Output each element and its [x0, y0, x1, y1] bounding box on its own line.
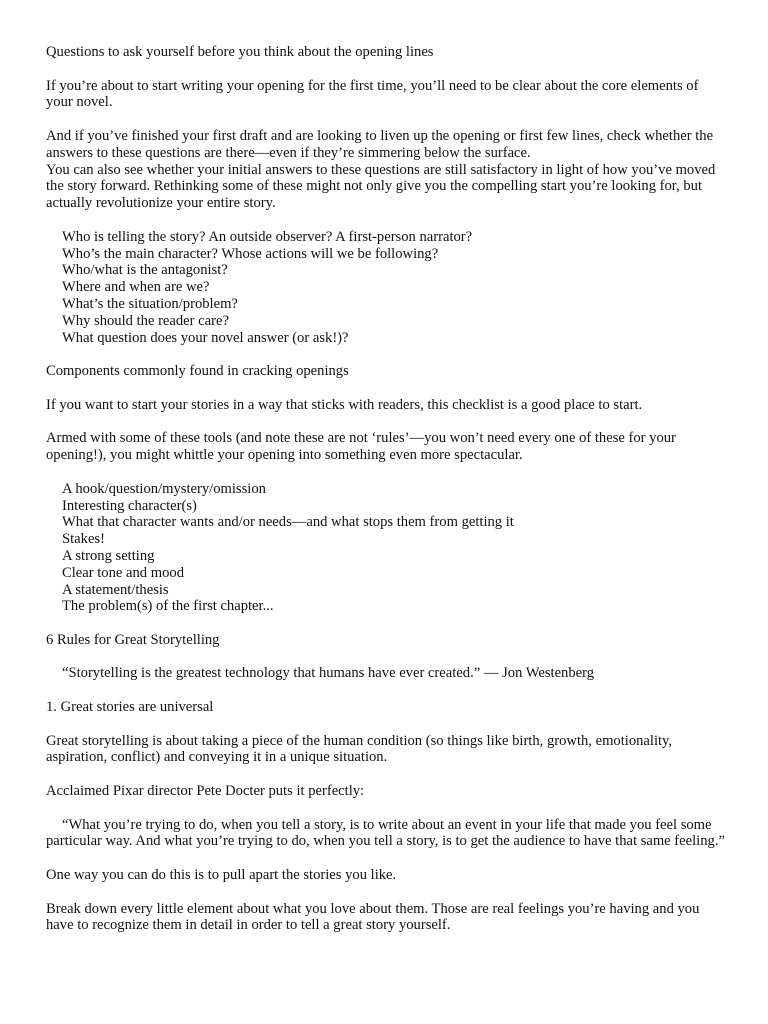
- list-item: Where and when are we?: [62, 279, 210, 296]
- list-item: Who/what is the antagonist?: [62, 262, 228, 279]
- list-item: What’s the situation/problem?: [62, 295, 238, 312]
- paragraph: If you want to start your stories in a way that sticks with readers, this checklist is a good place to start.: [46, 396, 643, 413]
- paragraph: Great storytelling is about taking a piece of the human condition (so things like birth, growth, emotionality, aspiration, conflict) and conveying it in a unique situation.: [46, 732, 673, 766]
- section-heading-components: Components commonly found in cracking openings: [46, 363, 349, 380]
- list-item: Clear tone and mood: [62, 564, 184, 581]
- paragraph: Break down every little element about what you love about them. Those are real feelings you’re having and you have to recognize them in detail in order to tell a great story yourself.: [46, 900, 700, 934]
- paragraph: And if you’ve finished your first draft and are looking to liven up the opening or first few lines, check whether the answers to these questions are there—even if they’re simmering below the surface.: [46, 127, 714, 161]
- components-list: [46, 481, 728, 615]
- paragraph: If you’re about to start writing your opening for the first time, you’ll need to be clear about the core elements of your novel.: [46, 77, 699, 111]
- list-item: Interesting character(s): [62, 497, 197, 514]
- list-item: A hook/question/mystery/omission: [62, 480, 266, 497]
- list-item: A statement/thesis: [62, 581, 169, 598]
- paragraph: Armed with some of these tools (and note these are not ‘rules’—you won’t need every one of these for your opening!), you might whittle your opening into something even more spectacular.: [46, 430, 676, 464]
- list-item: What question does your novel answer (or ask!)?: [62, 329, 349, 346]
- section-heading-rules: 6 Rules for Great Storytelling: [46, 631, 220, 648]
- paragraph: You can also see whether your initial answers to these questions are still satisfactory in light of how you’ve moved the story forward. Rethinking some of these might not only give you the compelling start you’re looking for, but actually revolutionize your entire story.: [46, 161, 716, 212]
- list-item: Who’s the main character? Whose actions will we be following?: [62, 245, 439, 262]
- rule-heading: 1. Great stories are universal: [46, 699, 214, 716]
- paragraph: One way you can do this is to pull apart the stories you like.: [46, 867, 397, 884]
- quote: “Storytelling is the greatest technology that humans have ever created.” — Jon Westenberg: [62, 665, 595, 682]
- section-heading-questions: Questions to ask yourself before you think about the opening lines: [46, 44, 434, 60]
- list-item: Stakes!: [62, 531, 105, 548]
- list-item: What that character wants and/or needs—and what stops them from getting it: [62, 514, 514, 531]
- list-item: Who is telling the story? An outside observer? A first-person narrator?: [62, 228, 473, 245]
- questions-list: [46, 229, 728, 347]
- list-item: The problem(s) of the first chapter...: [62, 598, 274, 615]
- paragraph: Acclaimed Pixar director Pete Docter puts it perfectly:: [46, 783, 365, 800]
- list-item: Why should the reader care?: [62, 312, 229, 329]
- quote: “What you’re trying to do, when you tell a story, is to write about an event in your life that made you feel some particular way. And what you’re trying to do, when you tell a story, is to get the audience to have that same feeling.”: [46, 816, 725, 850]
- list-item: A strong setting: [62, 547, 155, 564]
